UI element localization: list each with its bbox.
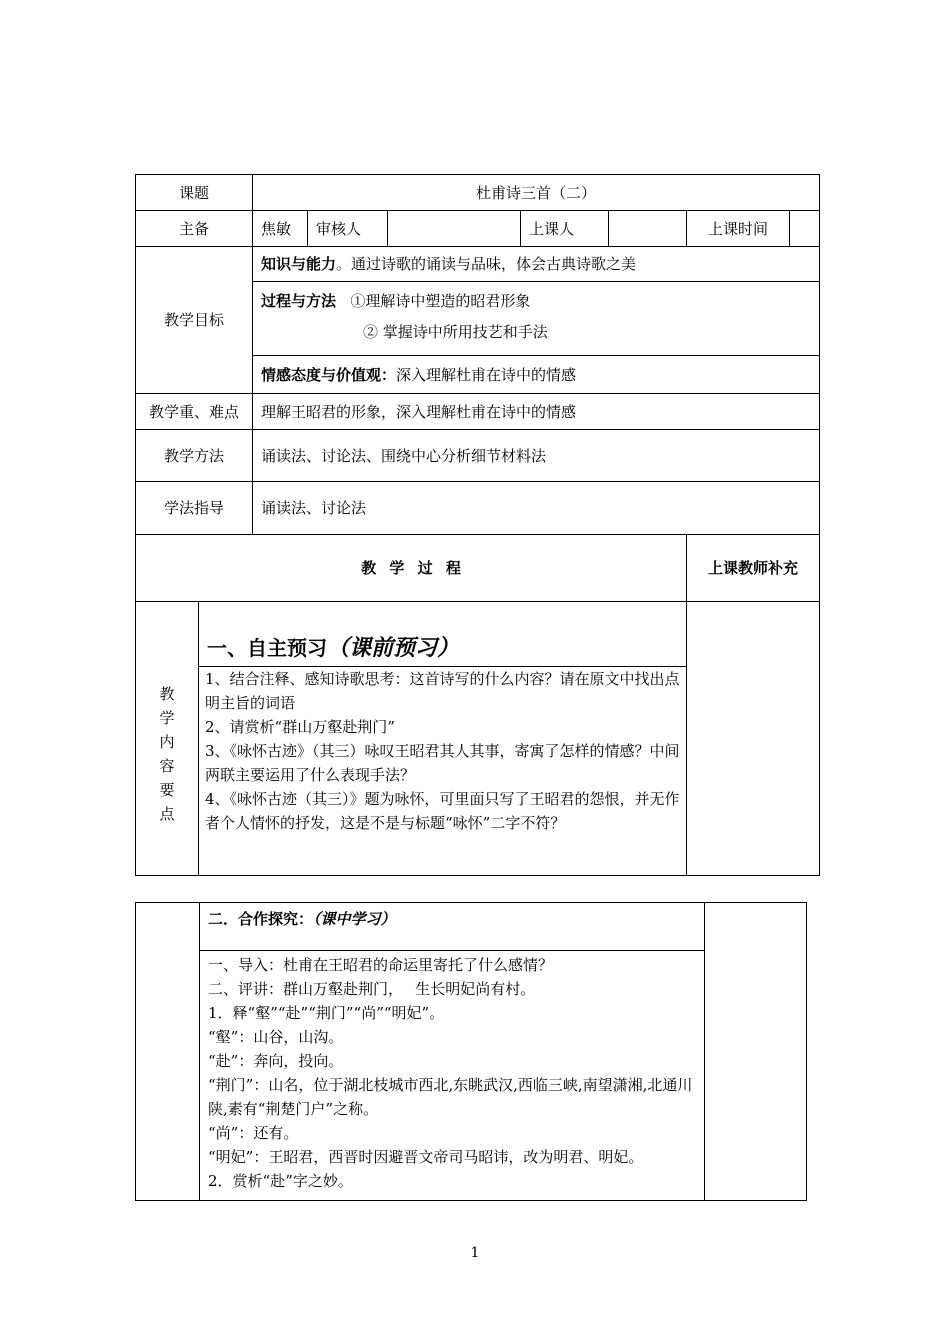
list-item: 1、结合注释、感知诗歌思考：这首诗写的什么内容？请在原文中找出点明主旨的词语 <box>205 670 680 712</box>
text-line: “赴”：奔向，投向。 <box>208 1052 344 1070</box>
text-line: 1．释“壑”“赴”“荆门”“尚”“明妃”。 <box>208 1004 445 1022</box>
self-study-heading <box>199 602 686 667</box>
side-char: 容 <box>159 756 175 775</box>
text-line: 2．赏析“赴”字之妙。 <box>208 1172 353 1190</box>
inquiry-heading-main: 二．合作探究： <box>208 910 314 928</box>
objective-process-item-1: ①理解诗中塑造的昭君形象 <box>350 291 531 310</box>
side-char: 教 <box>159 684 175 703</box>
side-char: 学 <box>159 708 175 727</box>
self-study-heading-main: 一、自主预习 <box>207 636 327 660</box>
key-points-value: 理解王昭君的形象，深入理解杜甫在诗中的情感 <box>253 394 820 430</box>
side-char: 点 <box>159 804 175 823</box>
self-study-heading-paren: （课前预习） <box>327 635 460 661</box>
objective-process <box>253 282 820 356</box>
teacher-value <box>609 211 687 247</box>
reviewer-value <box>388 211 521 247</box>
content-cell <box>136 602 687 876</box>
content-side-label <box>136 602 199 875</box>
class-time-label: 上课时间 <box>687 211 790 247</box>
process-header-title: 教 学 过 程 <box>136 535 687 602</box>
process-header-supplement: 上课教师补充 <box>687 535 820 602</box>
reviewer-label: 审核人 <box>308 211 388 247</box>
left-blank-cell <box>136 903 200 1201</box>
method-label: 教学方法 <box>136 430 253 482</box>
objective-knowledge <box>253 247 820 282</box>
objective-emotion-text: 深入理解杜甫在诗中的情感 <box>396 365 577 384</box>
page-number: 1 <box>470 1245 480 1261</box>
list-item: 2、请赏析“群山万壑赴荆门” <box>205 718 395 736</box>
teacher-label: 上课人 <box>521 211 609 247</box>
prep-label: 主备 <box>136 211 253 247</box>
objectives-label: 教学目标 <box>136 247 253 394</box>
method-value: 诵读法、讨论法、围绕中心分析细节材料法 <box>253 430 820 482</box>
side-char: 内 <box>159 732 175 751</box>
lesson-plan-table <box>135 174 820 876</box>
objective-knowledge-title: 知识与能力 <box>261 255 337 273</box>
topic-value: 杜甫诗三首（二） <box>253 175 820 211</box>
study-guide-value: 诵读法、讨论法 <box>253 482 820 535</box>
text-line: 二、评讲：群山万壑赴荆门， 生长明妃尚有村。 <box>208 980 536 998</box>
topic-label: 课题 <box>136 175 253 211</box>
inquiry-body <box>200 951 705 1201</box>
objective-knowledge-text: 。通过诗歌的诵读与品味，体会古典诗歌之美 <box>336 255 637 273</box>
content-body <box>199 602 686 875</box>
text-line: 一、导入：杜甫在王昭君的命运里寄托了什么感情？ <box>208 956 554 974</box>
list-item: 4、《咏怀古迹（其三）》题为咏怀，可里面只写了王昭君的怨恨，并无作者个人情怀的抒发，这是不是与标题“咏怀”二字不符？ <box>205 790 680 832</box>
objective-emotion <box>253 356 820 394</box>
study-guide-label: 学法指导 <box>136 482 253 535</box>
inquiry-heading-paren: （课中学习） <box>313 910 396 928</box>
inquiry-heading <box>200 903 705 951</box>
side-char: 要 <box>159 780 175 799</box>
text-line: “尚”：还有。 <box>208 1124 299 1142</box>
objective-emotion-title: 情感态度与价值观： <box>261 365 397 384</box>
text-line: “明妃”：王昭君，西晋时因避晋文帝司马昭讳，改为明君、明妃。 <box>208 1148 644 1166</box>
class-time-value <box>790 211 820 247</box>
cooperative-inquiry-table <box>135 902 807 1201</box>
right-blank-cell <box>705 903 807 1201</box>
self-study-list <box>199 667 686 835</box>
text-line: “壑”：山谷，山沟。 <box>208 1028 344 1046</box>
prep-author: 焦敏 <box>253 211 308 247</box>
list-item: 3、《咏怀古迹》（其三）咏叹王昭君其人其事，寄寓了怎样的情感？中间两联主要运用了什么表现手法？ <box>205 742 680 784</box>
text-line: “荆门”：山名，位于湖北枝城市西北,东眺武汉,西临三峡,南望潇湘,北通川陕,素有“荆楚门户”之称。 <box>208 1076 693 1118</box>
supplement-cell <box>687 602 820 876</box>
objective-process-item-2: ② 掌握诗中所用技艺和手法 <box>363 322 548 341</box>
key-points-label: 教学重、难点 <box>136 394 253 430</box>
objective-process-title: 过程与方法 <box>261 291 337 310</box>
